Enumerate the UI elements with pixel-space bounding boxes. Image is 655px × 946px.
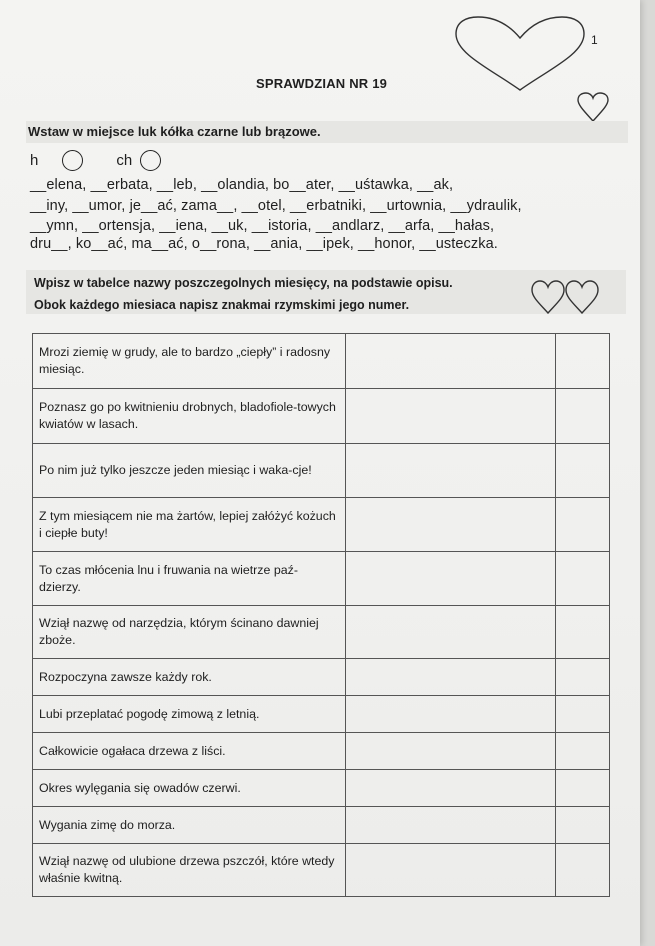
month-number-cell[interactable] xyxy=(556,696,610,733)
month-number-cell[interactable] xyxy=(556,552,610,606)
month-number-cell[interactable] xyxy=(556,606,610,659)
exercise-line-2: __iny, __umor, je__ać, zama__, __otel, __erbatniki, __urtownia, __ydraulik, xyxy=(30,198,522,214)
exercise1-instruction: Wstaw w miejsce luk kółka czarne lub brązowe. xyxy=(26,121,628,143)
large-heart-icon xyxy=(452,14,588,92)
exercise-line-4: dru__, ko__ać, ma__ać, o__rona, __ania, __ipek, __honor, __usteczka. xyxy=(30,236,498,252)
exercise2-instruction-line2: Obok każdego miesiaca napisz znakmai rzymskimi jego numer. xyxy=(34,298,410,312)
exercise2-instruction-line1: Wpisz w tabelce nazwy poszczegolnych miesięcy, na podstawie opisu. xyxy=(34,276,453,290)
label-ch: ch xyxy=(116,152,133,169)
month-number-cell[interactable] xyxy=(556,659,610,696)
exercise-line-3: __ymn, __ortensja, __iena, __uk, __istoria, __andlarz, __arfa, __hałas, xyxy=(30,218,495,234)
month-name-cell[interactable] xyxy=(346,844,556,897)
table-row xyxy=(33,696,610,733)
month-number-cell[interactable] xyxy=(556,807,610,844)
table-row xyxy=(33,606,610,659)
table-row xyxy=(33,844,610,897)
month-name-cell[interactable] xyxy=(346,389,556,444)
circle-h-icon[interactable] xyxy=(62,150,83,171)
month-description: To czas młócenia lnu i fruwania na wietrze paź-dzierzy. xyxy=(33,552,346,606)
month-number-cell[interactable] xyxy=(556,334,610,389)
month-number-cell[interactable] xyxy=(556,498,610,552)
table-row xyxy=(33,498,610,552)
table-row xyxy=(33,659,610,696)
month-description: Rozpoczyna zawsze każdy rok. xyxy=(33,659,346,696)
month-number-cell[interactable] xyxy=(556,770,610,807)
circle-ch-icon[interactable] xyxy=(140,150,161,171)
month-description: Poznasz go po kwitnieniu drobnych, bladofiole-towych kwiatów w lasach. xyxy=(33,389,346,444)
month-name-cell[interactable] xyxy=(346,770,556,807)
months-table xyxy=(32,333,610,897)
month-description: Lubi przeplatać pogodę zimową z letnią. xyxy=(33,696,346,733)
month-name-cell[interactable] xyxy=(346,444,556,498)
month-number-cell[interactable] xyxy=(556,389,610,444)
answer-key-row xyxy=(30,150,161,171)
table-row xyxy=(33,389,610,444)
month-description: Wygania zimę do morza. xyxy=(33,807,346,844)
page-title: SPRAWDZIAN NR 19 xyxy=(256,76,388,91)
month-description: Po nim już tylko jeszcze jeden miesiąc i waka-cje! xyxy=(33,444,346,498)
month-number-cell[interactable] xyxy=(556,844,610,897)
table-row xyxy=(33,733,610,770)
label-h: h xyxy=(30,152,39,169)
month-name-cell[interactable] xyxy=(346,696,556,733)
double-heart-icon xyxy=(530,279,600,315)
table-row xyxy=(33,334,610,389)
month-description: Z tym miesiącem nie ma żartów, lepiej załóżyć kożuch i ciepłe buty! xyxy=(33,498,346,552)
table-row xyxy=(33,444,610,498)
month-name-cell[interactable] xyxy=(346,807,556,844)
month-description: Okres wylęgania się owadów czerwi. xyxy=(33,770,346,807)
month-number-cell[interactable] xyxy=(556,733,610,770)
month-name-cell[interactable] xyxy=(346,733,556,770)
month-number-cell[interactable] xyxy=(556,444,610,498)
table-row xyxy=(33,807,610,844)
month-name-cell[interactable] xyxy=(346,552,556,606)
month-description: Całkowicie ogałaca drzewa z liści. xyxy=(33,733,346,770)
table-row xyxy=(33,770,610,807)
table-row xyxy=(33,552,610,606)
small-heart-icon xyxy=(576,91,610,123)
month-name-cell[interactable] xyxy=(346,606,556,659)
month-description: Wziął nazwę od narzędzia, którym ścinano dawniej zboże. xyxy=(33,606,346,659)
month-description: Mrozi ziemię w grudy, ale to bardzo „ciepły” i radosny miesiąc. xyxy=(33,334,346,389)
exercise-line-1: __elena, __erbata, __leb, __olandia, bo__ater, __uśtawka, __ak, xyxy=(30,177,454,193)
month-description: Wziął nazwę od ulubione drzewa pszczół, które wtedy właśnie kwitną. xyxy=(33,844,346,897)
month-name-cell[interactable] xyxy=(346,498,556,552)
page-number: 1 xyxy=(591,33,598,47)
month-name-cell[interactable] xyxy=(346,334,556,389)
month-name-cell[interactable] xyxy=(346,659,556,696)
